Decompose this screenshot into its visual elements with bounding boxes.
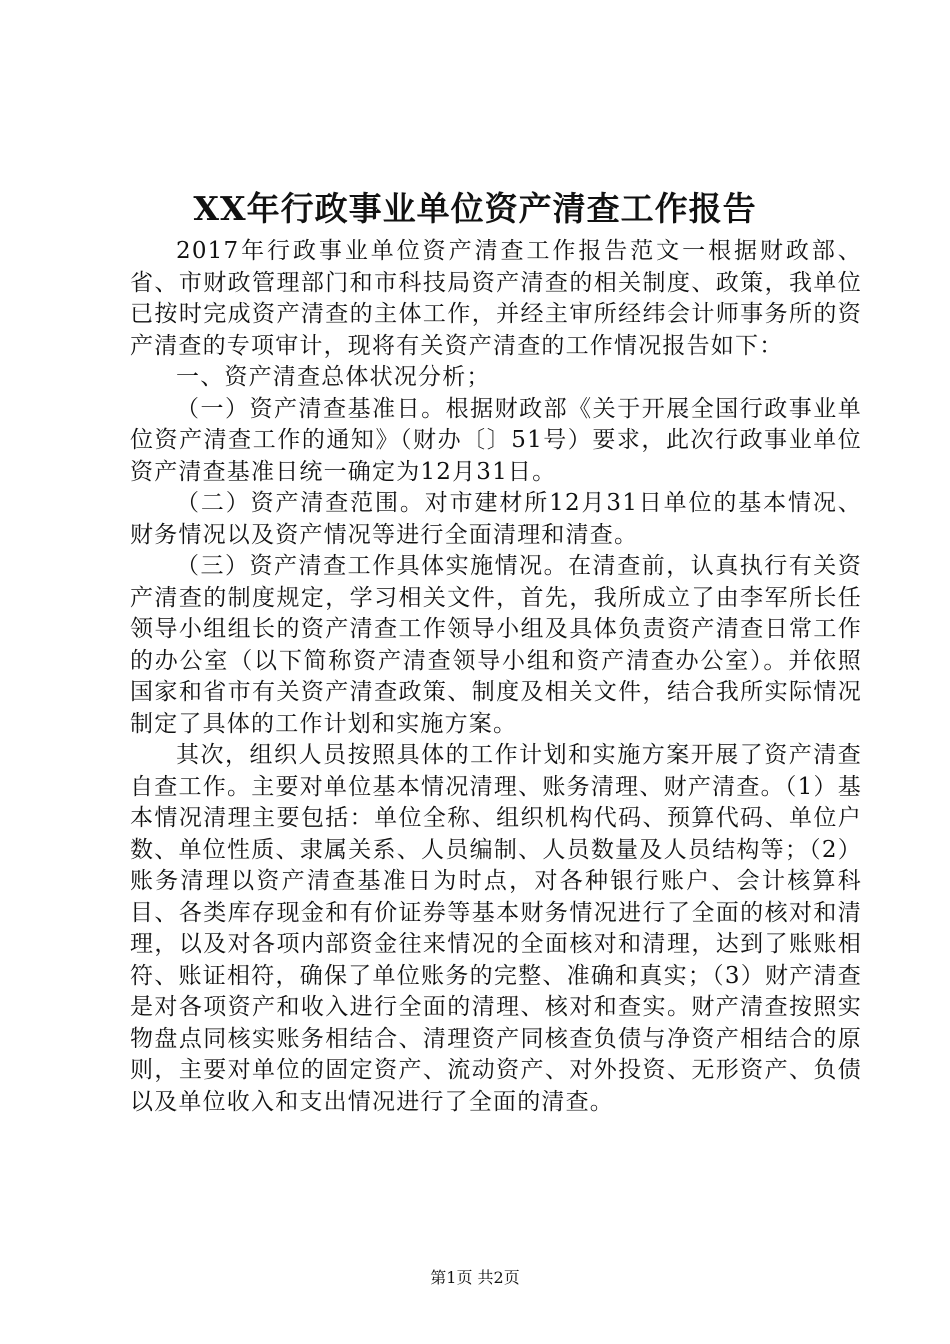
paragraph-self-check: 其次，组织人员按照具体的工作计划和实施方案开展了资产清查自查工作。主要对单位基本情况清理、账务清理、财产清查。（1）基本情况清理主要包括：单位全称、组织机构代码、预算代码、单位户数、单位性质、隶属关系、人员编制、人员数量及人员结构等；（2）账务清理以资产清查基准日为时点，对各种银行账户、会计核算科目、各类库存现金和有价证券等基本财务情况进行了全面的核对和清理，以及对各项内部资金往来情况的全面核对和清理，达到了账账相符、账证相符，确保了单位账务的完整、准确和真实；（3）财产清查是对各项资产和收入进行全面的清理、核对和查实。财产清查按照实物盘点同核实账务相结合、清理资产同核查负债与净资产相结合的原则，主要对单位的固定资产、流动资产、对外投资、无形资产、负债以及单位收入和支出情况进行了全面的清查。 xyxy=(130,742,862,1115)
paragraph-implementation: （三）资产清查工作具体实施情况。在清查前，认真执行有关资产清查的制度规定，学习相关文件，首先，我所成立了由李军所长任领导小组组长的资产清查工作领导小组及具体负责资产清查日常工作的办公室（以下简称资产清查领导小组和资产清查办公室）。并依照国家和省市有关资产清查政策、制度及相关文件，结合我所实际情况制定了具体的工作计划和实施方案。 xyxy=(130,553,862,737)
paragraph-intro: 2017年行政事业单位资产清查工作报告范文一根据财政部、省、市财政管理部门和市科技局资产清查的相关制度、政策，我单位已按时完成资产清查的主体工作，并经主审所经纬会计师事务所的资产清查的专项审计，现将有关资产清查的工作情况报告如下： xyxy=(130,238,862,359)
page-footer: 第1页 共2页 xyxy=(430,1268,520,1287)
document-body xyxy=(130,236,862,1118)
paragraph-scope: （二）资产清查范围。对市建材所12月31日单位的基本情况、财务情况以及资产情况等进行全面清理和清查。 xyxy=(130,490,862,548)
paragraph-section-heading: 一、资产清查总体状况分析； xyxy=(176,364,491,390)
document-title: XX年行政事业单位资产清查工作报告 xyxy=(193,189,757,228)
paragraph-base-date: （一）资产清查基准日。根据财政部《关于开展全国行政事业单位资产清查工作的通知》（财办〔〕51号）要求，此次行政事业单位资产清查基准日统一确定为12月31日。 xyxy=(130,395,862,485)
